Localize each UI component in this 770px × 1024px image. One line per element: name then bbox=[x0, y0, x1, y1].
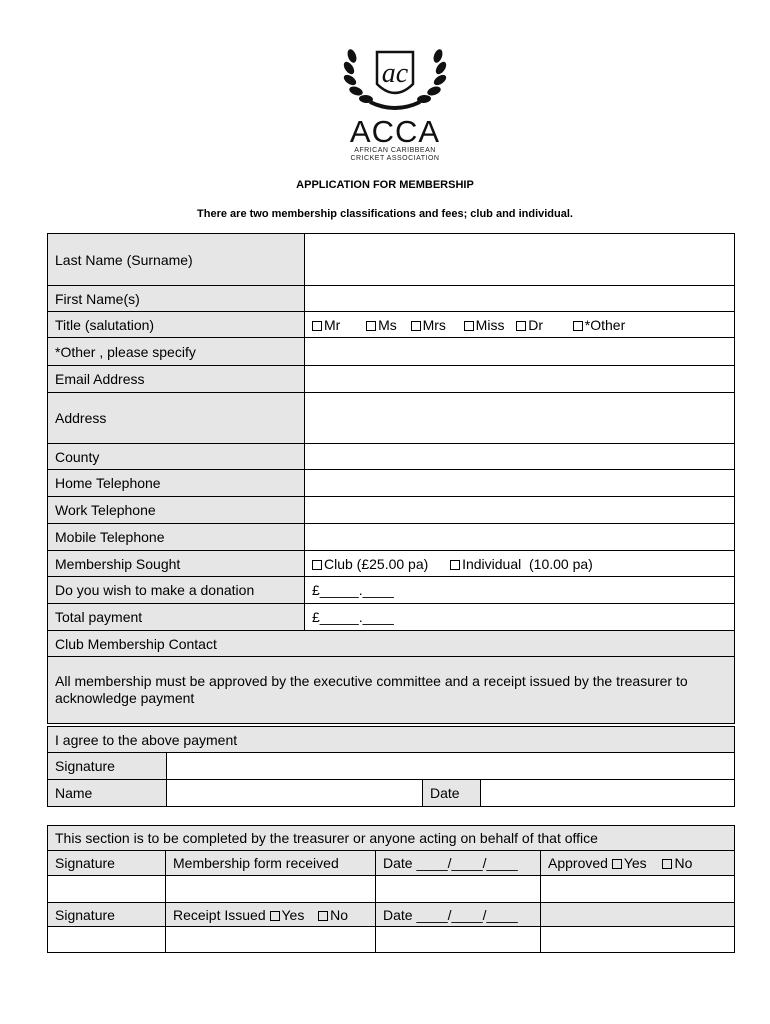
name-field[interactable] bbox=[167, 780, 423, 807]
logo-line2: CRICKET ASSOCIATION bbox=[350, 155, 440, 162]
receipt-signature-label: Signature bbox=[48, 903, 166, 927]
signature-label: Signature bbox=[48, 753, 167, 780]
checkbox-icon bbox=[366, 321, 376, 331]
form-received-label: Membership form received bbox=[166, 851, 376, 876]
title-option-ms[interactable] bbox=[366, 317, 397, 333]
treasurer-signature-field[interactable] bbox=[48, 876, 166, 903]
address-field[interactable] bbox=[305, 393, 735, 444]
receipt-yes-option[interactable] bbox=[270, 907, 305, 923]
name-label: Name bbox=[48, 780, 167, 807]
receipt-signature-field[interactable] bbox=[48, 927, 166, 953]
title-option-label: Mr bbox=[324, 316, 341, 333]
mobile-telephone-label: Mobile Telephone bbox=[48, 524, 305, 551]
mobile-telephone-field[interactable] bbox=[305, 524, 735, 551]
receipt-date-label: Date ____/____/____ bbox=[376, 903, 541, 927]
checkbox-icon bbox=[318, 911, 328, 921]
membership-form bbox=[47, 233, 735, 724]
logo-name: ACCA bbox=[349, 114, 441, 149]
checkbox-icon bbox=[464, 321, 474, 331]
membership-options bbox=[305, 551, 735, 577]
signature-field[interactable] bbox=[167, 753, 735, 780]
checkbox-icon bbox=[450, 560, 460, 570]
email-label: Email Address bbox=[48, 366, 305, 393]
received-date-field[interactable] bbox=[376, 876, 541, 903]
title-option-miss[interactable] bbox=[464, 317, 505, 333]
address-label: Address bbox=[48, 393, 305, 444]
email-field[interactable] bbox=[305, 366, 735, 393]
checkbox-icon bbox=[612, 859, 622, 869]
receipt-issued-label: Receipt Issued bbox=[173, 906, 266, 923]
receipt-issued-field[interactable] bbox=[166, 927, 376, 953]
first-name-field[interactable] bbox=[305, 286, 735, 312]
title-option-other[interactable] bbox=[573, 317, 625, 333]
approval-note: All membership must be approved by the executive committee and a receipt issued by the treasurer to acknowledge payment bbox=[48, 657, 735, 724]
checkbox-icon bbox=[662, 859, 672, 869]
yes-label: Yes bbox=[281, 906, 305, 923]
form-received-field[interactable] bbox=[166, 876, 376, 903]
checkbox-icon bbox=[312, 560, 322, 570]
acca-logo bbox=[330, 44, 460, 162]
title-option-mrs[interactable] bbox=[411, 317, 446, 333]
treasurer-intro: This section is to be completed by the treasurer or anyone acting on behalf of that office bbox=[48, 826, 735, 851]
title-option-label: Mrs bbox=[422, 316, 446, 333]
treasurer-table bbox=[47, 825, 735, 953]
county-label: County bbox=[48, 444, 305, 470]
total-payment-field[interactable]: £_____.____ bbox=[305, 604, 735, 631]
title-options bbox=[305, 312, 735, 338]
work-telephone-field[interactable] bbox=[305, 497, 735, 524]
logo-line1: AFRICAN CARIBBEAN bbox=[354, 147, 436, 154]
last-name-field[interactable] bbox=[305, 234, 735, 286]
membership-sought-label: Membership Sought bbox=[48, 551, 305, 577]
checkbox-icon bbox=[573, 321, 583, 331]
membership-option-individual[interactable] bbox=[450, 556, 593, 572]
work-telephone-label: Work Telephone bbox=[48, 497, 305, 524]
other-specify-field[interactable] bbox=[305, 338, 735, 366]
laurel-emblem-icon bbox=[330, 44, 460, 114]
donation-field[interactable]: £_____.____ bbox=[305, 577, 735, 604]
other-specify-label: *Other , please specify bbox=[48, 338, 305, 366]
approved-yes-option[interactable] bbox=[612, 855, 647, 871]
received-date-label: Date ____/____/____ bbox=[376, 851, 541, 876]
agreement-table bbox=[47, 726, 735, 807]
date-label: Date bbox=[423, 780, 481, 807]
receipt-issued-options bbox=[166, 903, 376, 927]
no-label: No bbox=[674, 855, 693, 871]
page-subtitle: There are two membership classifications and fees; club and individual. bbox=[197, 208, 573, 220]
no-label: No bbox=[330, 906, 349, 923]
agree-label: I agree to the above payment bbox=[48, 727, 735, 753]
title-option-label: Miss bbox=[475, 316, 505, 333]
yes-label: Yes bbox=[623, 855, 647, 871]
approved-field[interactable] bbox=[541, 876, 735, 903]
title-option-label: Ms bbox=[378, 316, 397, 333]
receipt-no-option[interactable] bbox=[318, 907, 348, 923]
treasurer-signature-label: Signature bbox=[48, 851, 166, 876]
home-telephone-field[interactable] bbox=[305, 470, 735, 497]
checkbox-icon bbox=[270, 911, 280, 921]
approved-label: Approved bbox=[548, 855, 608, 871]
last-name-label: Last Name (Surname) bbox=[48, 234, 305, 286]
total-payment-label: Total payment bbox=[48, 604, 305, 631]
title-option-label: *Other bbox=[584, 316, 626, 333]
receipt-blank bbox=[541, 903, 735, 927]
receipt-date-field[interactable] bbox=[376, 927, 541, 953]
title-label: Title (salutation) bbox=[48, 312, 305, 338]
donation-label: Do you wish to make a donation bbox=[48, 577, 305, 604]
approved-options bbox=[541, 851, 735, 876]
club-contact-label: Club Membership Contact bbox=[48, 631, 735, 657]
membership-club-label: Club (£25.00 pa) bbox=[324, 555, 429, 572]
page-title: APPLICATION FOR MEMBERSHIP bbox=[296, 179, 474, 191]
county-field[interactable] bbox=[305, 444, 735, 470]
first-name-label: First Name(s) bbox=[48, 286, 305, 312]
checkbox-icon bbox=[516, 321, 526, 331]
approved-no-option[interactable] bbox=[662, 855, 692, 871]
title-option-label: Dr bbox=[528, 316, 544, 333]
title-option-dr[interactable] bbox=[516, 317, 543, 333]
receipt-extra-field[interactable] bbox=[541, 927, 735, 953]
membership-option-club[interactable] bbox=[312, 556, 428, 572]
date-field[interactable] bbox=[481, 780, 735, 807]
checkbox-icon bbox=[312, 321, 322, 331]
home-telephone-label: Home Telephone bbox=[48, 470, 305, 497]
membership-individual-label: Individual (10.00 pa) bbox=[462, 555, 593, 572]
logo-monogram: ac bbox=[381, 58, 409, 89]
title-option-mr[interactable] bbox=[312, 317, 340, 333]
checkbox-icon bbox=[411, 321, 421, 331]
